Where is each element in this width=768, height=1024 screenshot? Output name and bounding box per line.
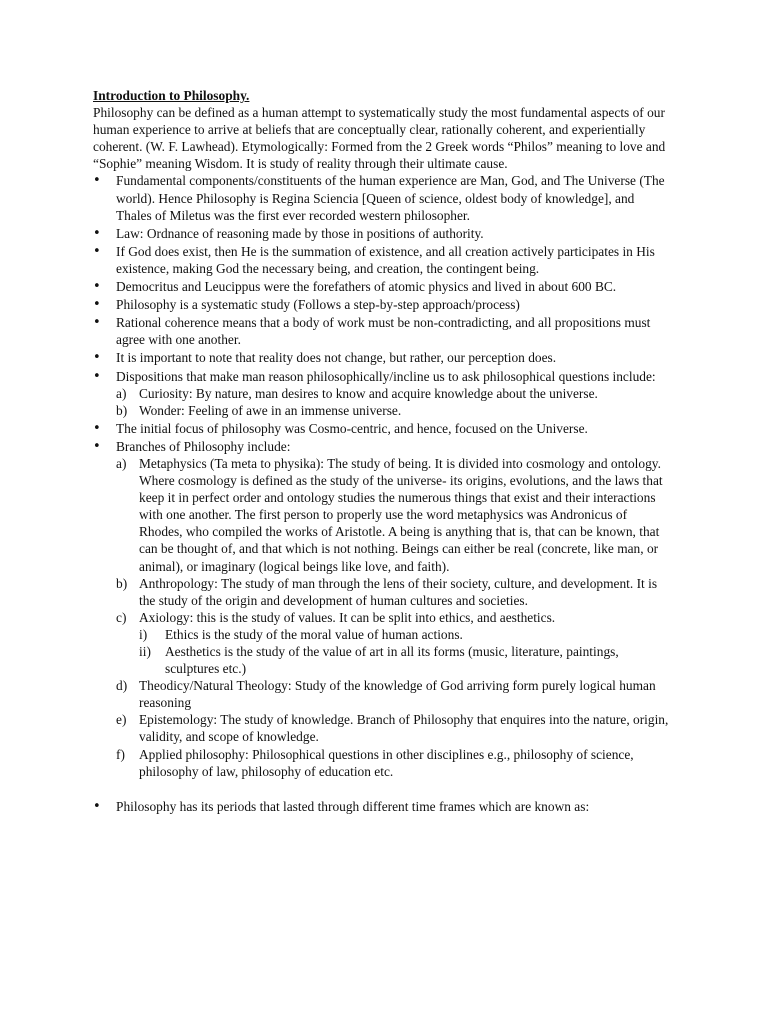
sub-list-item <box>116 575 673 609</box>
sub-sub-list-item-text: Ethics is the study of the moral value of human actions. <box>165 626 463 642</box>
branches-list <box>116 455 673 780</box>
sub-list-item-text: Anthropology: The study of man through the lens of their society, culture, and development. It is the study of the origin and development of human cultures and societies. <box>139 575 658 608</box>
sub-sub-list-item <box>139 626 673 643</box>
list-item: • Philosophy has its periods that lasted through different time frames which are known as: <box>93 798 673 815</box>
list-marker: ii) <box>139 644 151 659</box>
list-marker: a) <box>116 455 127 471</box>
intro-paragraph: Philosophy can be defined as a human attempt to systematically study the most fundamental aspects of our human experience to arrive at beliefs that are conceptually clear, rationally coherent, and experientially coherent. (W. F. Lawhead). Etymologically: Formed from the 2 Greek words “Philos” meaning to love and “Sophie” meaning Wisdom. It is study of reality through their ultimate cause. <box>93 105 666 172</box>
sub-list-item-text: Epistemology: The study of knowledge. Branch of Philosophy that enquires into the nature, origin, validity, and scope of knowledge. <box>139 712 669 745</box>
sub-list-item-text: Applied philosophy: Philosophical questions in other disciplines e.g., philosophy of science, philosophy of law, philosophy of education etc. <box>139 746 634 779</box>
list-marker: c) <box>116 609 127 625</box>
sub-list-item <box>116 455 673 575</box>
list-item: • Philosophy is a systematic study (Follows a step-by-step approach/process) <box>93 296 673 313</box>
list-item-text: Dispositions that make man reason philosophically/incline us to ask philosophical questions include: <box>116 368 656 384</box>
sub-list-item-text: Metaphysics (Ta meta to physika): The study of being. It is divided into cosmology and ontology. Where cosmology is defined as the study of the universe- its origins, evolutions, and the laws that keep it in perfect order and ontology studies the numerous things that exist and their interactions with one another. The first person to properly use the word metaphysics was Andronicus of Rhodes, who compiled the works of Aristotle. A being is anything that is, that can be known, that can be thought of, and that which is not nothing. Beings can either be real (concrete, like man, or animal), or imaginary (logical beings like love, and faith). <box>139 455 663 574</box>
document-title: Introduction to Philosophy. <box>93 88 250 103</box>
sub-list-item-text: Curiosity: By nature, man desires to know and acquire knowledge about the universe. <box>139 385 598 401</box>
axiology-list <box>139 626 673 677</box>
list-marker: i) <box>139 626 148 642</box>
sub-list-item-text: Axiology: this is the study of values. It can be split into ethics, and aesthetics. <box>139 609 556 625</box>
sub-list-item <box>116 677 673 711</box>
list-marker: d) <box>116 678 128 694</box>
sub-list-item <box>116 711 673 745</box>
list-marker: b) <box>116 575 128 591</box>
document-page <box>93 87 673 816</box>
list-item: • Fundamental components/constituents of the human experience are Man, God, and The Universe (The world). Hence Philosophy is Regina Sciencia [Queen of science, oldest body of knowledge], and Thales of Miletus was the first ever recorded western philosopher. <box>93 172 673 223</box>
sub-list-item-text: Wonder: Feeling of awe in an immense universe. <box>139 402 402 418</box>
list-item: • Rational coherence means that a body of work must be non-contradicting, and all propositions must agree with one another. <box>93 314 673 348</box>
spacer <box>116 780 673 797</box>
sub-sub-list-item-text: Aesthetics is the study of the value of art in all its forms (music, literature, paintings, sculptures etc.) <box>165 644 619 677</box>
list-item: • The initial focus of philosophy was Cosmo-centric, and hence, focused on the Universe. <box>93 420 673 437</box>
sub-sub-list-item <box>139 643 673 677</box>
list-item: • If God does exist, then He is the summation of existence, and all creation actively participates in His existence, making God the necessary being, and creation, the contingent being. <box>93 243 673 277</box>
sub-list-item-text: Theodicy/Natural Theology: Study of the knowledge of God arriving form purely logical human reasoning <box>139 678 656 711</box>
sub-list-item <box>116 746 673 780</box>
list-marker: a) <box>116 385 127 401</box>
bullet-list <box>93 172 673 814</box>
dispositions-list <box>116 385 673 419</box>
list-item-dispositions <box>93 368 673 419</box>
list-item-text: Branches of Philosophy include: <box>116 438 291 454</box>
list-item: • Democritus and Leucippus were the forefathers of atomic physics and lived in about 600 BC. <box>93 278 673 295</box>
list-item: • It is important to note that reality does not change, but rather, our perception does. <box>93 349 673 366</box>
list-item: • Law: Ordnance of reasoning made by those in positions of authority. <box>93 225 673 242</box>
list-item-branches <box>93 438 673 797</box>
sub-list-item <box>116 609 673 677</box>
sub-list-item <box>116 385 673 402</box>
sub-list-item <box>116 402 673 419</box>
list-marker: e) <box>116 712 127 728</box>
list-marker: b) <box>116 402 128 418</box>
list-marker: f) <box>116 746 125 762</box>
